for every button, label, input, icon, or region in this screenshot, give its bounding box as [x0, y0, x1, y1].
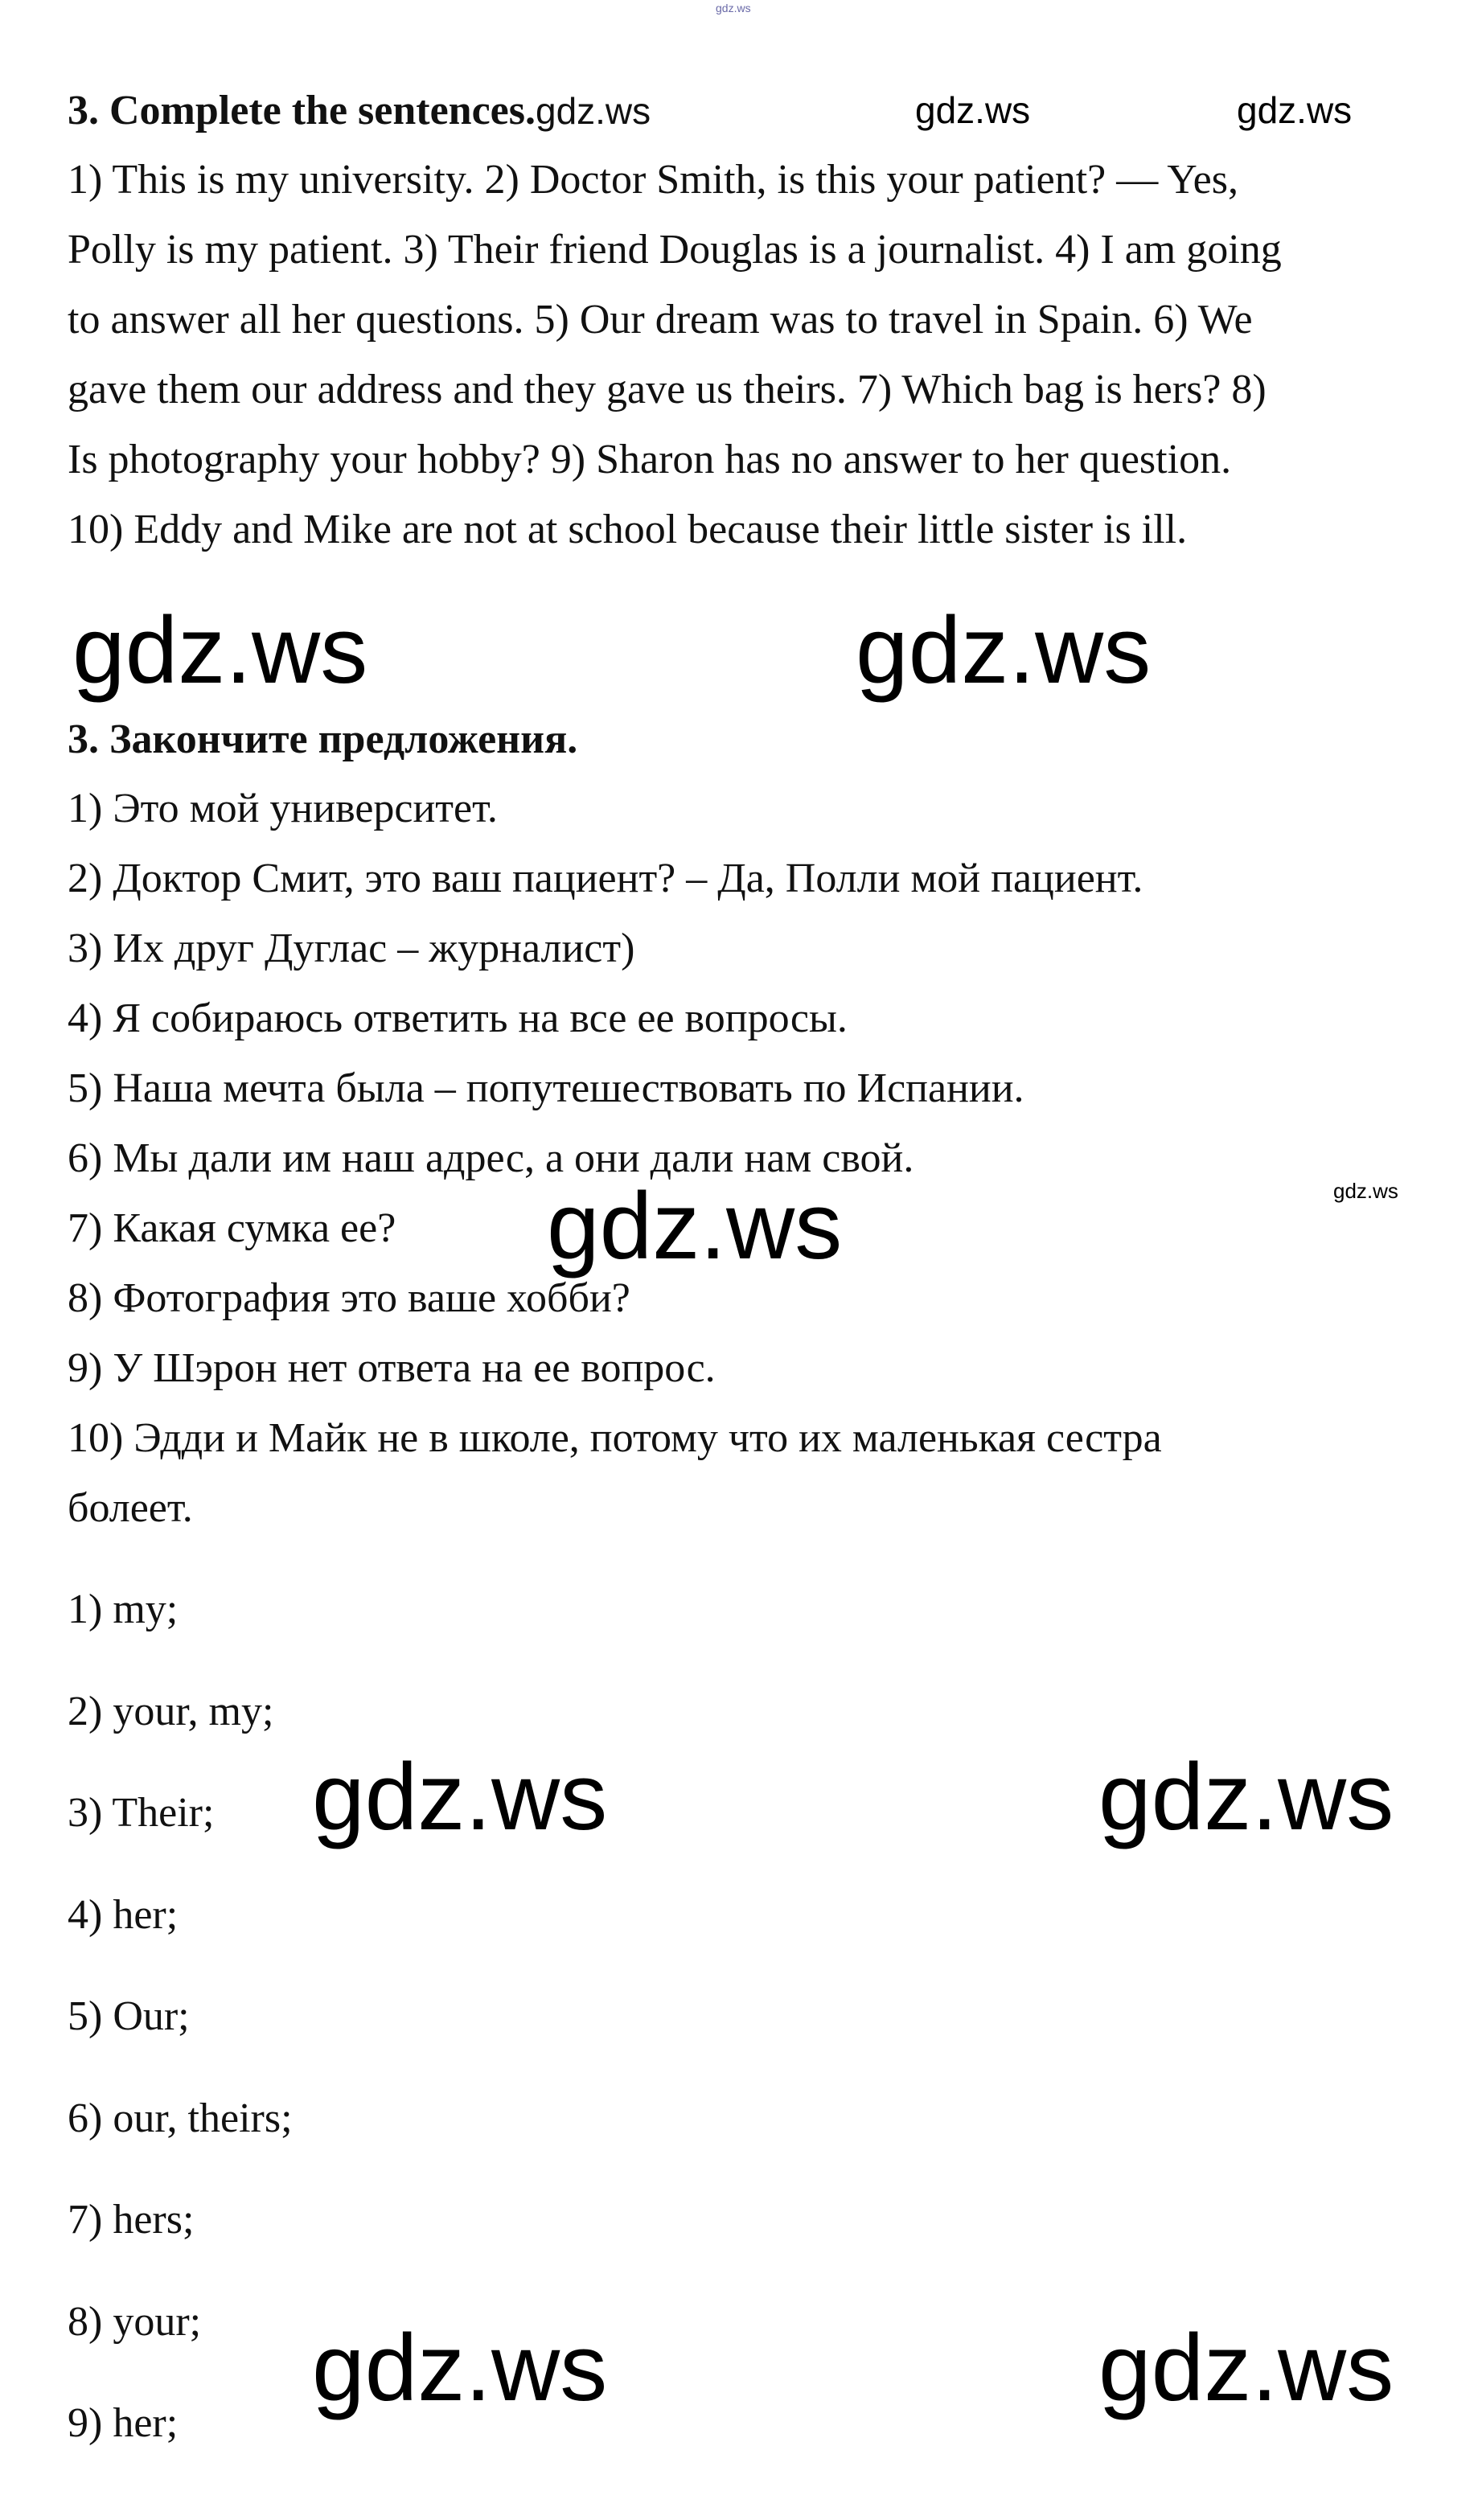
watermark-band1-right: gdz.ws — [856, 597, 1152, 704]
answer-2: 2) your, my; — [68, 1689, 274, 1734]
header-watermark-2: gdz.ws — [1237, 89, 1353, 131]
watermark-band2-right: gdz.ws — [1098, 1744, 1394, 1850]
english-line-3: to answer all her questions. 5) Our dream was to travel in Spain. 6) We — [68, 297, 1253, 343]
english-line-5: Is photography your hobby? 9) Sharon has no answer to her question. — [68, 437, 1232, 482]
russian-line-8: 8) Фотография это ваше хобби? — [68, 1275, 630, 1321]
english-line-2: Polly is my patient. 3) Their friend Douglas is a journalist. 4) I am going — [68, 227, 1282, 273]
english-heading-line — [68, 87, 651, 135]
russian-line-3: 3) Их друг Дуглас – журналист) — [68, 926, 635, 971]
russian-line-4: 4) Я собираюсь ответить на все ее вопросы. — [68, 995, 848, 1041]
answer-4: 4) her; — [68, 1892, 179, 1938]
heading-watermark: gdz.ws — [535, 90, 651, 132]
answer-6: 6) our, theirs; — [68, 2095, 293, 2141]
english-line-1: 1) This is my university. 2) Doctor Smith, is this your patient? — Yes, — [68, 157, 1238, 203]
russian-line-6: 6) Мы дали им наш адрес, а они дали нам свой. — [68, 1135, 914, 1181]
russian-line-5: 5) Наша мечта была – попутешествовать по Испании. — [68, 1065, 1024, 1111]
russian-line-10: 10) Эдди и Майк не в школе, потому что их маленькая сестра — [68, 1415, 1162, 1461]
watermark-band3-left: gdz.ws — [312, 2315, 608, 2421]
answer-9: 9) her; — [68, 2400, 179, 2446]
watermark-band3-right: gdz.ws — [1098, 2315, 1394, 2421]
watermark-band1-left: gdz.ws — [72, 597, 368, 704]
russian-line-2: 2) Доктор Смит, это ваш пациент? – Да, Полли мой пациент. — [68, 856, 1143, 901]
answer-3: 3) Their; — [68, 1790, 215, 1836]
answer-7: 7) hers; — [68, 2197, 195, 2243]
russian-line-7: 7) Какая сумка ее? — [68, 1205, 396, 1251]
russian-heading: 3. Закончите предложения. — [68, 716, 578, 762]
watermark-center: gdz.ws — [547, 1173, 843, 1279]
russian-line-1: 1) Это мой университет. — [68, 786, 498, 831]
english-line-6: 10) Eddy and Mike are not at school because their little sister is ill. — [68, 507, 1188, 552]
watermark-side-small: gdz.ws — [1333, 1179, 1398, 1203]
russian-line-9: 9) У Шэрон нет ответа на ее вопрос. — [68, 1345, 716, 1391]
answer-8: 8) your; — [68, 2299, 202, 2345]
english-line-4: gave them our address and they gave us theirs. 7) Which bag is hers? 8) — [68, 367, 1267, 412]
header-watermark-1: gdz.ws — [915, 89, 1031, 131]
top-watermark: gdz.ws — [716, 2, 751, 14]
answer-1: 1) my; — [68, 1586, 179, 1632]
watermark-band2-left: gdz.ws — [312, 1744, 608, 1850]
russian-line-11: болеет. — [68, 1485, 193, 1531]
answer-5: 5) Our; — [68, 1993, 190, 2039]
english-heading: 3. Complete the sentences. — [68, 88, 536, 133]
